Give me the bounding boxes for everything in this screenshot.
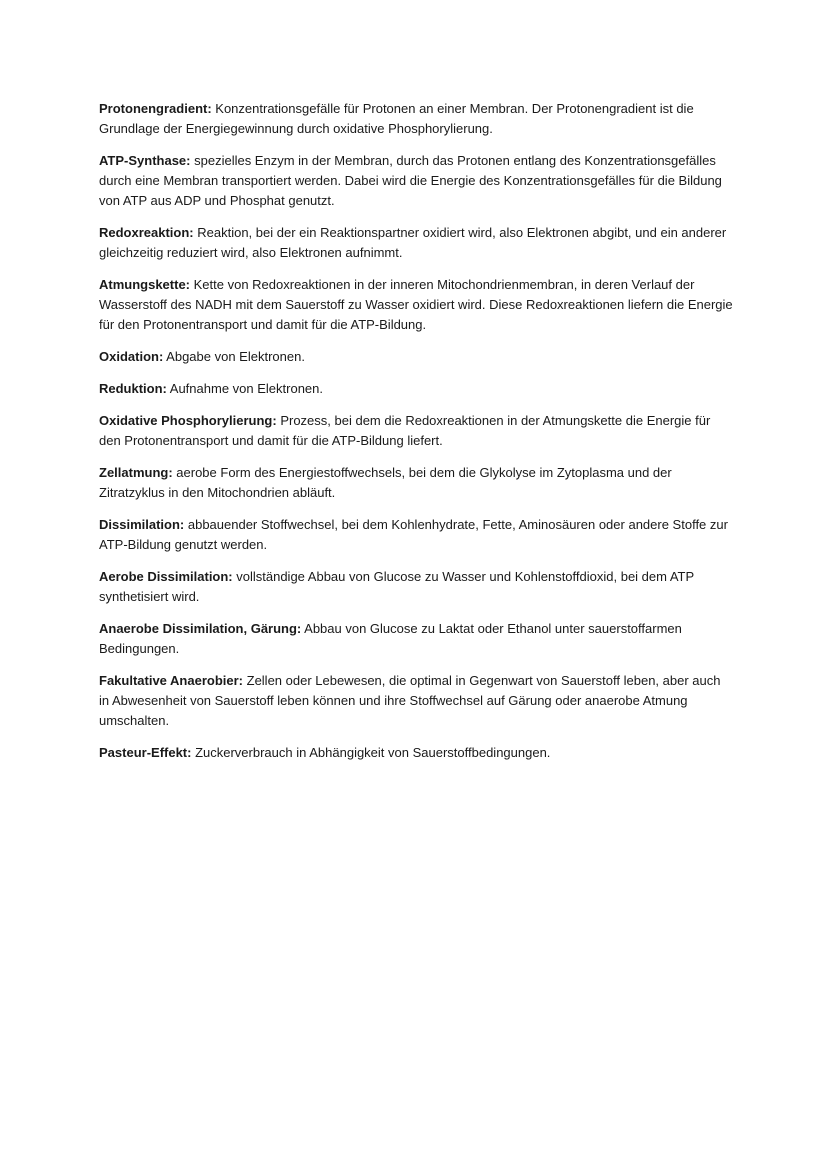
glossary-term: Protonengradient: xyxy=(99,101,212,116)
glossary-entry-atp-synthase xyxy=(99,151,733,211)
glossary-term: Anaerobe Dissimilation, Gärung: xyxy=(99,621,302,636)
glossary-definition: vollständige Abbau von Glucose zu Wasser und Kohlenstoffdioxid, bei dem ATP synthetisiert wird. xyxy=(99,569,694,604)
glossary-definition: Reaktion, bei der ein Reaktionspartner oxidiert wird, also Elektronen abgibt, und ein anderer gleichzeitig reduziert wird, also Elektronen aufnimmt. xyxy=(99,225,727,260)
glossary-entry-protonengradient xyxy=(99,99,733,139)
glossary-term: Zellatmung: xyxy=(99,465,173,480)
glossary-entry-dissimilation xyxy=(99,515,733,555)
glossary-definition: Kette von Redoxreaktionen in der inneren Mitochondrienmembran, in deren Verlauf der Wasserstoff des NADH mit dem Sauerstoff zu Wasser oxidiert wird. Diese Redoxreaktionen liefern die Energie für den Protonentransport und damit für die ATP-Bildung. xyxy=(99,277,733,332)
glossary-page xyxy=(99,99,733,775)
glossary-definition: Prozess, bei dem die Redoxreaktionen in der Atmungskette die Energie für den Protonentransport und damit für die ATP-Bildung liefert. xyxy=(99,413,711,448)
glossary-definition: Aufnahme von Elektronen. xyxy=(166,381,323,396)
glossary-definition: Zuckerverbrauch in Abhängigkeit von Sauerstoffbedingungen. xyxy=(191,745,551,760)
glossary-entry-redoxreaktion xyxy=(99,223,733,263)
glossary-term: Fakultative Anaerobier: xyxy=(99,673,244,688)
glossary-entry-zellatmung xyxy=(99,463,733,503)
glossary-entry-anaerobe-dissimilation xyxy=(99,619,733,659)
glossary-entry-oxidation xyxy=(99,347,733,367)
glossary-term: Oxidation: xyxy=(99,349,164,364)
glossary-definition: aerobe Form des Energiestoffwechsels, bei dem die Glykolyse im Zytoplasma und der Zitratzyklus in den Mitochondrien abläuft. xyxy=(99,465,672,500)
glossary-term: Pasteur-Effekt: xyxy=(99,745,192,760)
glossary-term: Atmungskette: xyxy=(99,277,191,292)
glossary-term: Dissimilation: xyxy=(99,517,185,532)
glossary-term: Oxidative Phosphorylierung: xyxy=(99,413,277,428)
glossary-definition: Abbau von Glucose zu Laktat oder Ethanol unter sauerstoffarmen Bedingungen. xyxy=(99,621,682,656)
glossary-term: Aerobe Dissimilation: xyxy=(99,569,233,584)
glossary-term: Redoxreaktion: xyxy=(99,225,194,240)
glossary-entry-pasteur-effekt xyxy=(99,743,733,763)
glossary-term: Reduktion: xyxy=(99,381,167,396)
glossary-term: ATP-Synthase: xyxy=(99,153,191,168)
glossary-entry-aerobe-dissimilation xyxy=(99,567,733,607)
glossary-entry-fakultative-anaerobier xyxy=(99,671,733,731)
glossary-definition: Zellen oder Lebewesen, die optimal in Gegenwart von Sauerstoff leben, aber auch in Abwesenheit von Sauerstoff leben können und ihre Stoffwechsel auf Gärung oder anaerobe Atmung umschalten. xyxy=(99,673,721,728)
glossary-entry-reduktion xyxy=(99,379,733,399)
glossary-entry-oxidative-phosphorylierung xyxy=(99,411,733,451)
glossary-definition: spezielles Enzym in der Membran, durch das Protonen entlang des Konzentrationsgefälles durch eine Membran transportiert werden. Dabei wird die Energie des Konzentrationsgefälles für die Bildung von ATP aus ADP und Phosphat genutzt. xyxy=(99,153,722,208)
glossary-definition: Abgabe von Elektronen. xyxy=(163,349,305,364)
glossary-definition: abbauender Stoffwechsel, bei dem Kohlenhydrate, Fette, Aminosäuren oder andere Stoffe zur ATP-Bildung genutzt werden. xyxy=(99,517,728,552)
glossary-definition: Konzentrationsgefälle für Protonen an einer Membran. Der Protonengradient ist die Grundlage der Energiegewinnung durch oxidative Phosphorylierung. xyxy=(99,101,694,136)
glossary-entry-atmungskette xyxy=(99,275,733,335)
